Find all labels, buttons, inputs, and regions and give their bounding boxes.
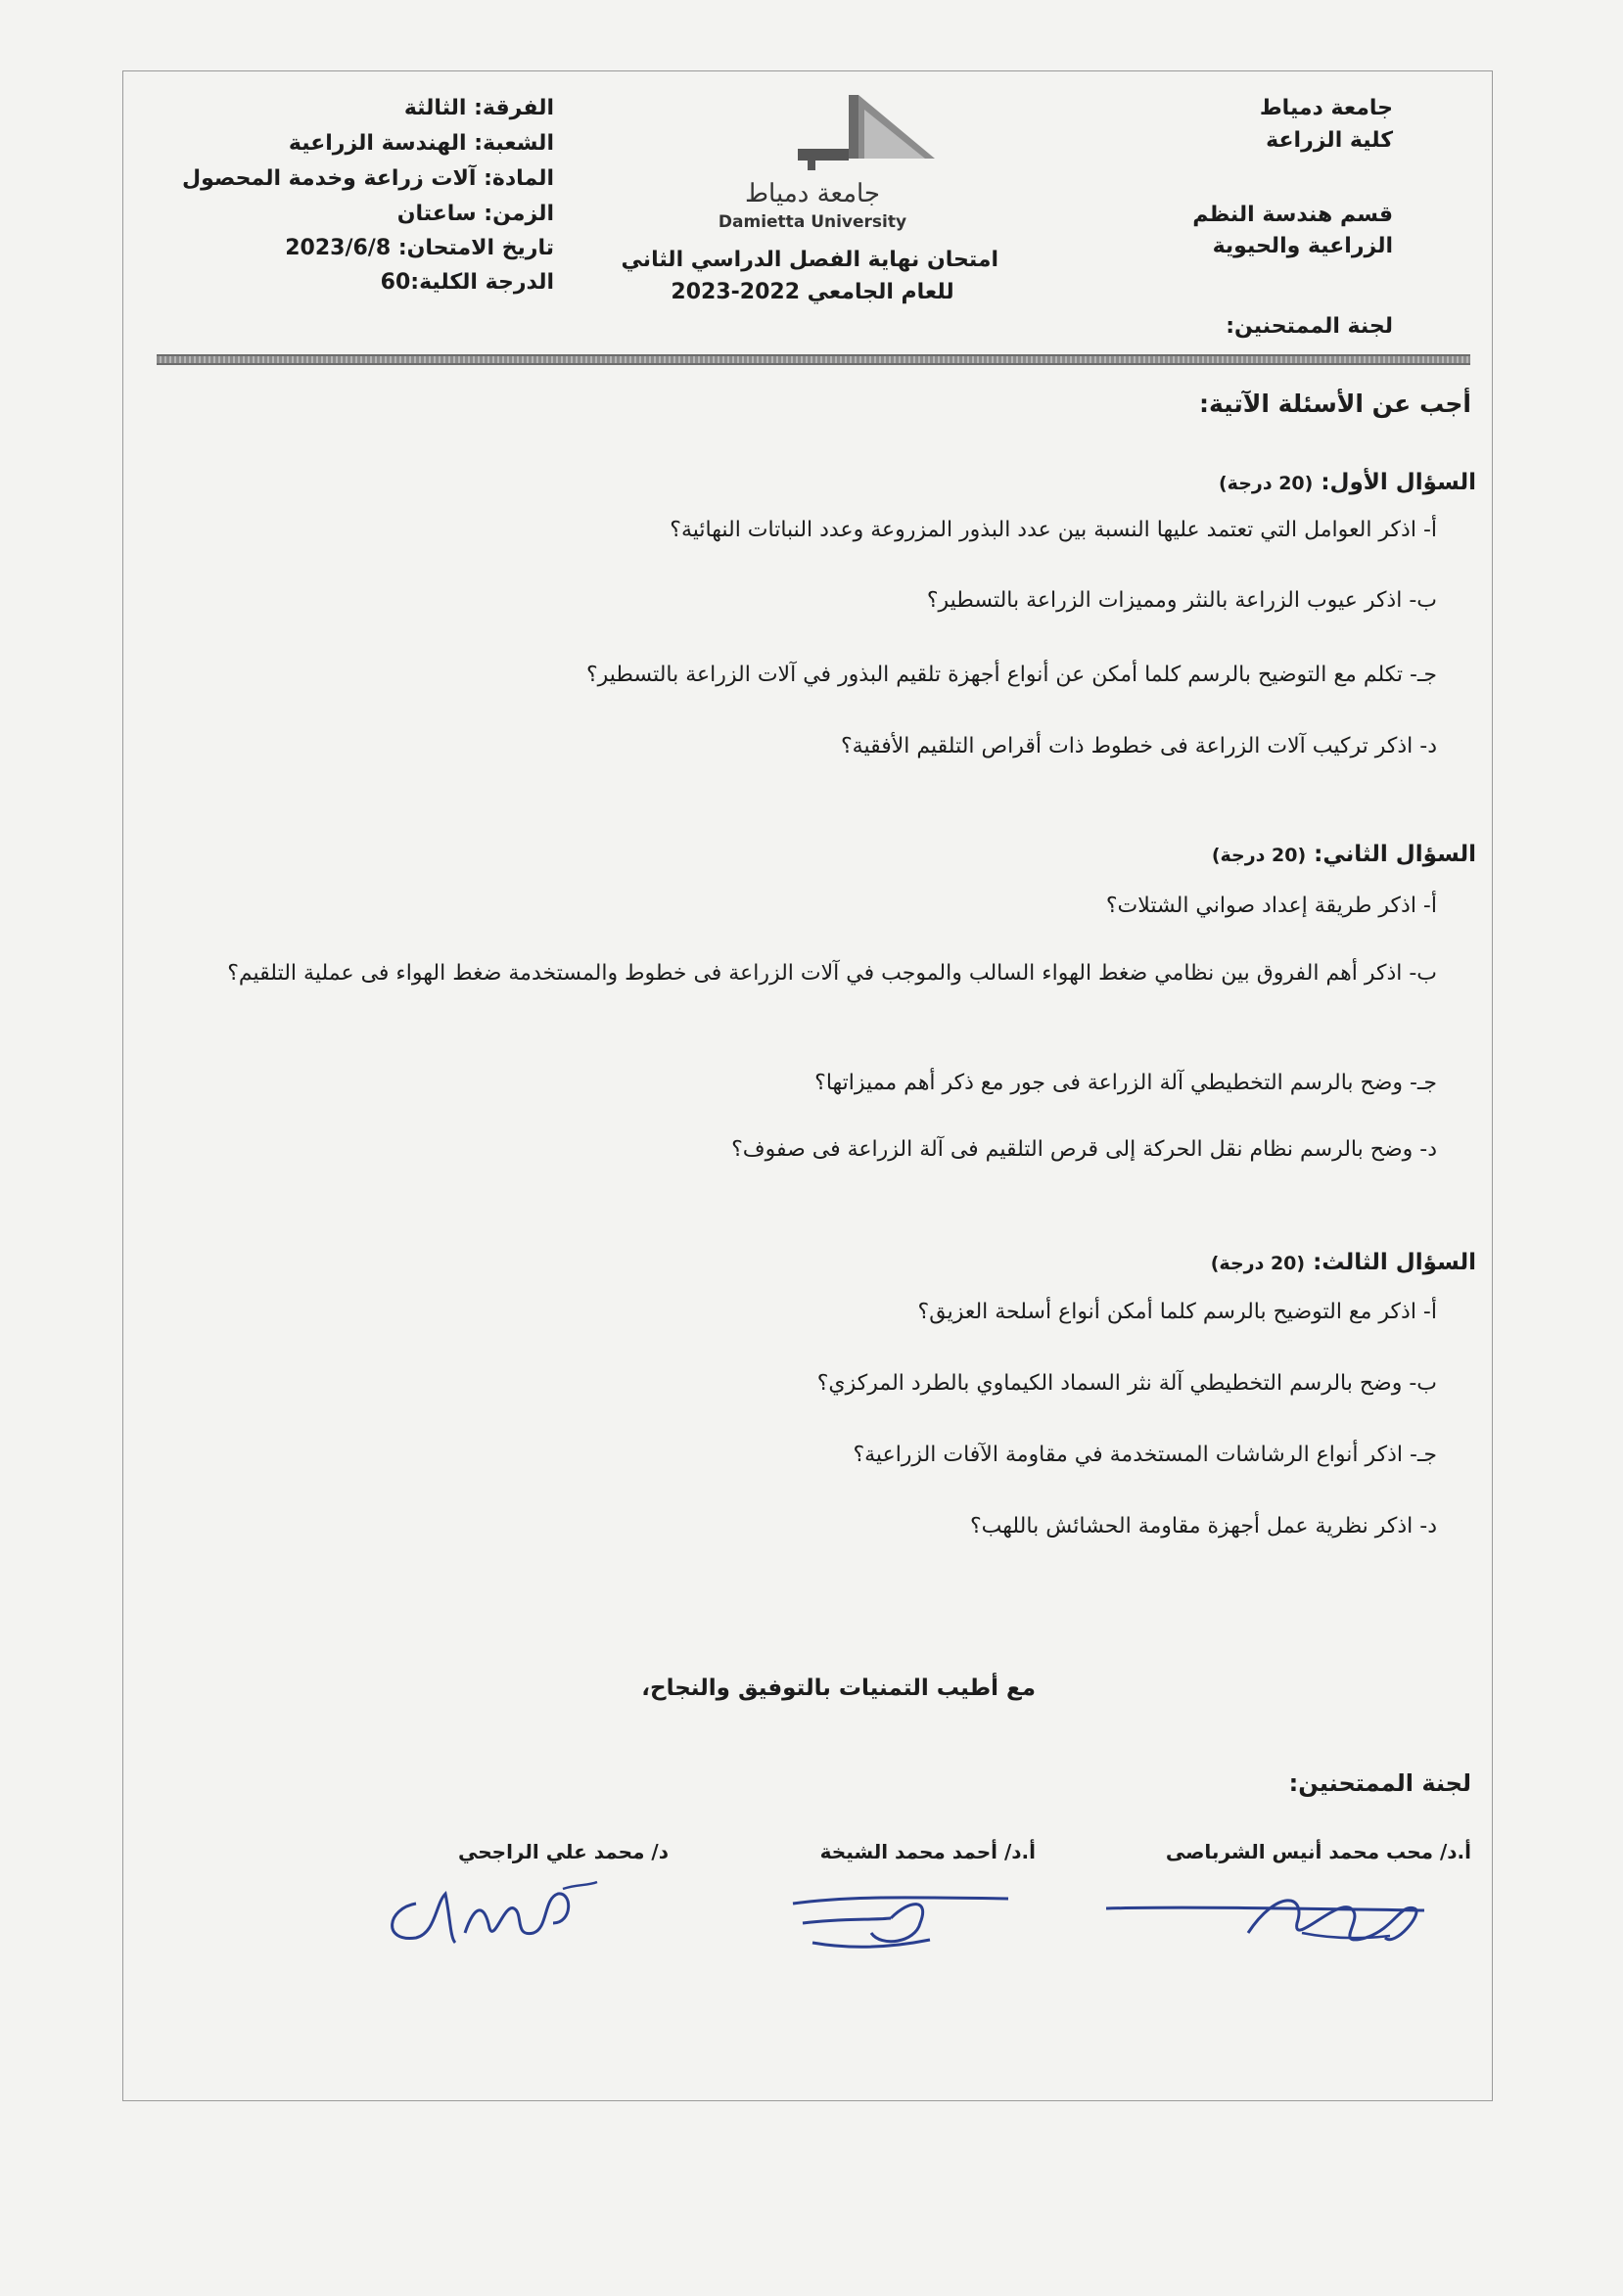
total-marks-label: الدرجة الكلية:60	[380, 270, 554, 295]
faculty-name: كلية الزراعة	[1266, 128, 1393, 153]
committee-label: لجنة الممتحنين:	[1226, 314, 1393, 339]
question-1-item-c: جـ- تكلم مع التوضيح بالرسم كلما أمكن عن أنواع أجهزة تلقيم البذور في آلات الزراعة بالتسطير؟	[585, 663, 1437, 687]
year-label: الفرقة: الثالثة	[403, 96, 554, 120]
question-2-item-b: ب- اذكر أهم الفروق بين نظامي ضغط الهواء السالب والموجب في آلات الزراعة فى خطوط والمستخدمة ضغط الهواء فى عملية التلقيم؟	[227, 961, 1437, 986]
signatory-3: د/ محمد علي الراجحي	[458, 1840, 669, 1863]
question-1-points: (20 درجة)	[1219, 473, 1314, 494]
logo-arabic-text: جامعة دمياط	[745, 179, 880, 208]
question-3-title	[1211, 1250, 1476, 1275]
question-3-points: (20 درجة)	[1210, 1253, 1306, 1274]
question-1-item-d: د- اذكر تركيب آلات الزراعة فى خطوط ذات أقراص التلقيم الأفقية؟	[840, 734, 1437, 758]
question-2-points: (20 درجة)	[1211, 845, 1307, 866]
question-3-label: السؤال الثالث:	[1313, 1250, 1476, 1275]
footer-committee-label: لجنة الممتحنين:	[1288, 1769, 1471, 1797]
department-line1: قسم هندسة النظم	[1192, 203, 1393, 227]
academic-year: للعام الجامعي 2022-2023	[671, 280, 954, 304]
university-name: جامعة دمياط	[1259, 96, 1393, 120]
department-line2: الزراعية والحيوية	[1212, 234, 1393, 258]
signature-1-image	[1101, 1879, 1434, 1967]
question-2-label: السؤال الثاني:	[1314, 842, 1476, 867]
question-3-item-d: د- اذكر نظرية عمل أجهزة مقاومة الحشائش باللهب؟	[969, 1514, 1437, 1538]
question-3-item-c: جـ- اذكر أنواع الرشاشات المستخدمة في مقاومة الآفات الزراعية؟	[853, 1443, 1437, 1467]
signatory-1: أ.د/ محب محمد أنيس الشرباصى	[1165, 1840, 1471, 1863]
exam-title: امتحان نهاية الفصل الدراسي الثاني	[621, 248, 998, 272]
signature-3-image	[377, 1864, 612, 1952]
question-2-item-c: جـ- وضح بالرسم التخطيطي آلة الزراعة فى جور مع ذكر أهم مميزاتها؟	[814, 1071, 1437, 1095]
question-2-title	[1212, 842, 1476, 867]
logo-english-text: Damietta University	[718, 212, 907, 232]
subject-label: المادة: آلات زراعة وخدمة المحصول	[182, 166, 554, 191]
instructions: أجب عن الأسئلة الآتية:	[1198, 390, 1471, 418]
question-1-item-b: ب- اذكر عيوب الزراعة بالنثر ومميزات الزراعة بالتسطير؟	[926, 588, 1437, 613]
question-1-item-a: أ- اذكر العوامل التي تعتمد عليها النسبة بين عدد البذور المزروعة وعدد النباتات النهائية؟	[670, 518, 1437, 542]
signatory-2: أ.د/ أحمد محمد الشيخة	[819, 1840, 1036, 1863]
question-1-label: السؤال الأول:	[1321, 470, 1476, 495]
duration-label: الزمن: ساعتان	[396, 202, 554, 226]
closing-wishes: مع أطيب التمنيات بالتوفيق والنجاح،	[641, 1676, 1036, 1701]
question-2-item-a: أ- اذكر طريقة إعداد صواني الشتلات؟	[1105, 894, 1437, 918]
exam-date-label: تاريخ الامتحان: 2023/6/8	[285, 236, 554, 260]
question-2-item-d: د- وضح بالرسم نظام نقل الحركة إلى قرص التلقيم فى آلة الزراعة فى صفوف؟	[731, 1137, 1437, 1162]
signature-2-image	[783, 1879, 1028, 1967]
question-3-item-b: ب- وضح بالرسم التخطيطي آلة نثر السماد الكيماوي بالطرد المركزي؟	[816, 1371, 1437, 1396]
question-3-item-a: أ- اذكر مع التوضيح بالرسم كلما أمكن أنواع أسلحة العزيق؟	[917, 1300, 1437, 1324]
header-divider	[157, 354, 1470, 365]
question-1-title	[1219, 470, 1476, 495]
division-label: الشعبة: الهندسة الزراعية	[288, 131, 554, 156]
